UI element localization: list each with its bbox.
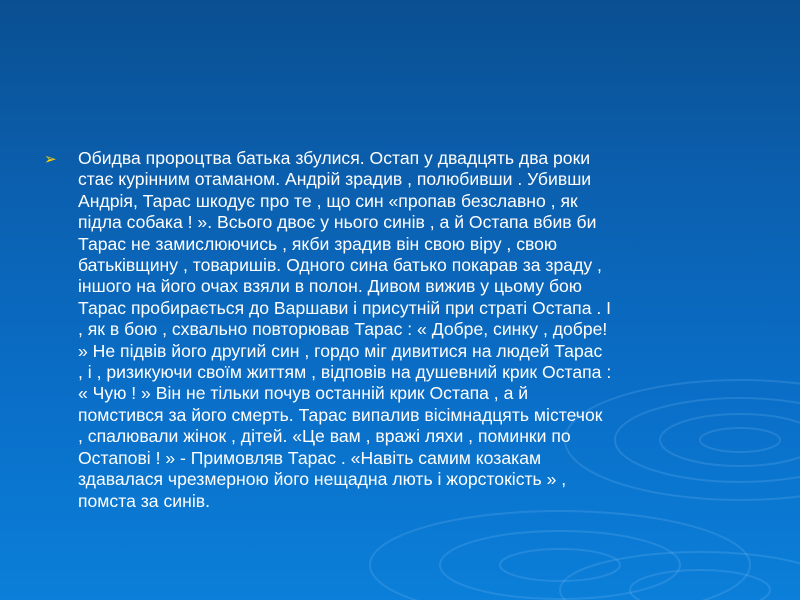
paragraph-line: , спалювали жінок , дітей. «Це вам , вражі ляхи , поминки по — [78, 426, 571, 447]
paragraph-line: помстився за його смерть. Тарас випалив вісімнадцять містечок — [78, 404, 603, 425]
paragraph-line: , і , ризикуючи своїм життям , відповів на душевний крик Остапа : — [78, 362, 612, 383]
paragraph-line: Андрія, Тарас шкодує про те , що син «пропав безславно , як — [78, 190, 578, 211]
paragraph-line: батьківщину , товаришів. Одного сина батько покарав за зраду , — [78, 255, 602, 276]
paragraph-line: здавалася чрезмерною його нещадна лють і жорстокість » , — [78, 469, 567, 490]
paragraph-line: Остапові ! » - Примовляв Тарас . «Навіть самим козакам — [78, 447, 542, 468]
paragraph-line: іншого на його очах взяли в полон. Дивом вижив у цьому бою — [78, 276, 583, 297]
paragraph-line: , як в бою , схвально повторював Тарас : « Добре, синку , добре! — [78, 319, 608, 340]
paragraph-line: помста за синів. — [78, 490, 210, 511]
paragraph-line: Тарас не замислюючись , якби зрадив він свою віру , свою — [78, 233, 558, 254]
paragraph-line: Тарас пробирається до Варшави і присутній при страті Остапа . І — [78, 297, 612, 318]
paragraph-line: підла собака ! ». Всього двоє у нього синів , а й Остапа вбив би — [78, 212, 597, 233]
slide-content — [44, 148, 760, 512]
paragraph-line: стає курінним отаманом. Андрій зрадив , полюбивши . Убивши — [78, 169, 592, 190]
arrow-bullet-icon: ➢ — [44, 151, 57, 168]
bullet-item — [44, 148, 760, 512]
paragraph-line: Обидва пророцтва батька збулися. Остап у двадцять два роки — [78, 148, 591, 168]
paragraph-line: » Не підвів його другий син , гордо міг дивитися на людей Тарас — [78, 340, 603, 361]
story-paragraph — [78, 148, 611, 512]
paragraph-line: « Чую ! » Він не тільки почув останній крик Остапа , а й — [78, 383, 529, 404]
